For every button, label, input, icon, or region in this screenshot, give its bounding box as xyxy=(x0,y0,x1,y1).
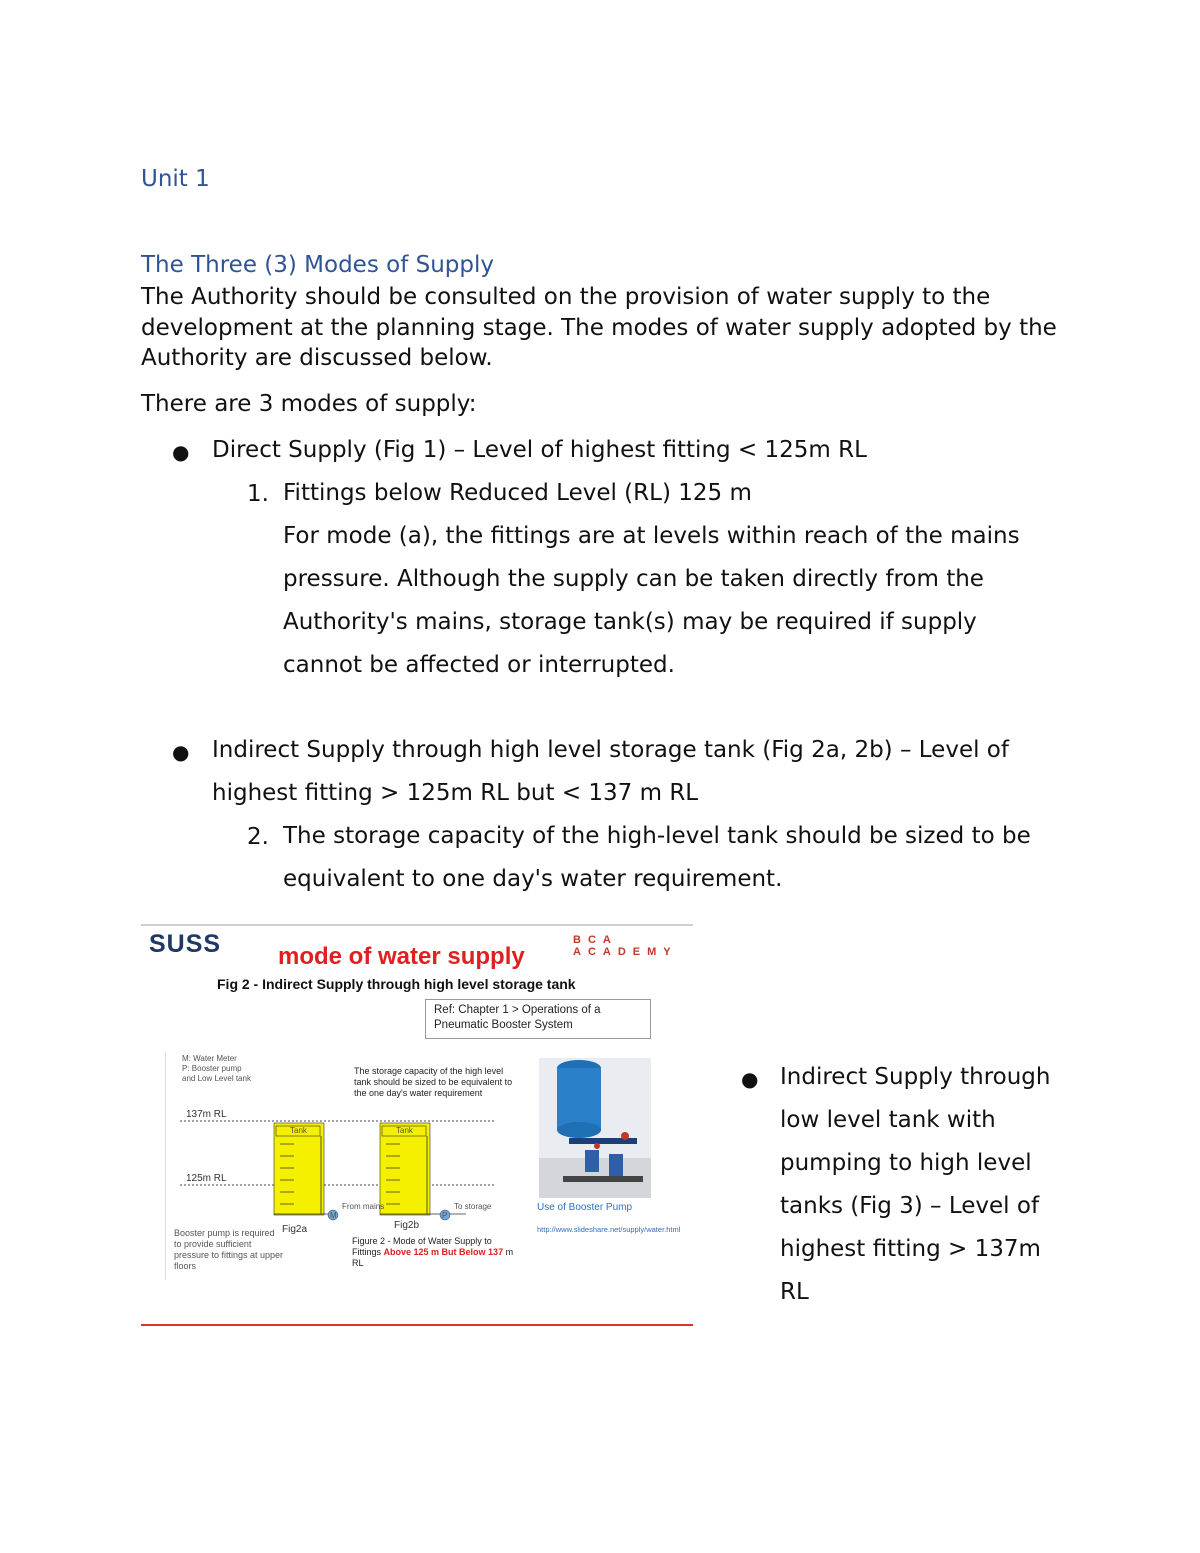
tank-b-label: Tank xyxy=(396,1126,413,1135)
item2-body: The storage capacity of the high-level tank should be sized to be equivalent to one day's water requirement. xyxy=(283,823,1031,892)
slide-top-rule xyxy=(141,924,693,926)
figure-caption xyxy=(352,1236,517,1269)
fig2b-label: Fig2b xyxy=(394,1220,420,1231)
legend-line: P: Booster pump xyxy=(182,1064,242,1073)
booster-note: Booster pump is required to provide sufficient pressure to fittings at upper floors xyxy=(174,1228,284,1271)
section-title: The Three (3) Modes of Supply xyxy=(141,252,494,278)
meter-label-a: M xyxy=(330,1211,337,1220)
bullet-indirect-low: Indirect Supply through low level tank with pumping to high level tanks (Fig 3) – Level of highest fitting > 137m RL xyxy=(780,1064,1051,1305)
slide-title: mode of water supply xyxy=(278,943,525,970)
supply-diagram xyxy=(165,1052,518,1280)
legend-line: and Low Level tank xyxy=(182,1074,251,1083)
intro-paragraph: The Authority should be consulted on the provision of water supply to the development at the planning stage. The modes of water supply adopted by the Authority are discussed below. xyxy=(141,284,1057,371)
pump-caption: Use of Booster Pump xyxy=(537,1202,633,1213)
level-125-label: 125m RL xyxy=(186,1173,227,1184)
reference-text: Ref: Chapter 1 > Operations of a Pneumatic Booster System xyxy=(434,1004,601,1031)
slide-bottom-rule xyxy=(141,1324,693,1326)
bullet-dot: ● xyxy=(741,1067,759,1091)
bullet-dot: ● xyxy=(172,440,190,464)
modes-intro: There are 3 modes of supply: xyxy=(141,391,477,417)
list-number-1: 1. xyxy=(247,481,269,507)
reference-box xyxy=(425,999,651,1039)
building-fig2b xyxy=(380,1123,430,1215)
unit-heading: Unit 1 xyxy=(141,166,210,192)
fig2a-label: Fig2a xyxy=(282,1224,308,1235)
bullet-dot: ● xyxy=(172,740,190,764)
bullet-direct-supply: Direct Supply (Fig 1) – Level of highest fitting < 125m RL xyxy=(212,437,867,463)
storage-note: The storage capacity of the high level tank should be sized to be equivalent to the one day's water requirement xyxy=(354,1066,513,1098)
bullet-indirect-high: Indirect Supply through high level storage tank (Fig 2a, 2b) – Level of highest fitting > 125m RL but < 137 m RL xyxy=(212,737,1009,806)
building-fig2a xyxy=(274,1123,324,1215)
pump-link[interactable]: http://www.slideshare.net/supply/water.html xyxy=(537,1225,681,1234)
slide-subtitle: Fig 2 - Indirect Supply through high level storage tank xyxy=(217,976,576,992)
booster-pump-photo xyxy=(539,1058,651,1198)
slide-figure xyxy=(141,924,693,1328)
figure-caption-prefix: Figure 2 - Mode of Water Supply to Fittings xyxy=(352,1236,492,1257)
legend-line: M: Water Meter xyxy=(182,1054,237,1063)
item1-title: Fittings below Reduced Level (RL) 125 m xyxy=(283,480,752,506)
booster-pump-illustration xyxy=(539,1058,651,1198)
tank-a-label: Tank xyxy=(290,1126,307,1135)
from-mains-label-a: From mains xyxy=(342,1202,385,1211)
item1-body: For mode (a), the fittings are at levels within reach of the mains pressure. Although the supply can be taken directly from the Authority's mains, storage tank(s) may be required if supply cannot be affected or interrupted. xyxy=(283,523,1020,678)
figure-caption-suffix: m RL xyxy=(352,1247,514,1268)
level-137-label: 137m RL xyxy=(186,1109,227,1120)
suss-logo: SUSS xyxy=(149,930,222,958)
bca-academy-logo: BCA ACADEMY xyxy=(573,934,678,958)
list-number-2: 2. xyxy=(247,824,269,850)
figure-caption-highlight: Above 125 m But Below 137 xyxy=(383,1247,504,1257)
to-storage-label-b: To storage xyxy=(454,1202,492,1211)
pump-label-b: P xyxy=(442,1211,448,1220)
